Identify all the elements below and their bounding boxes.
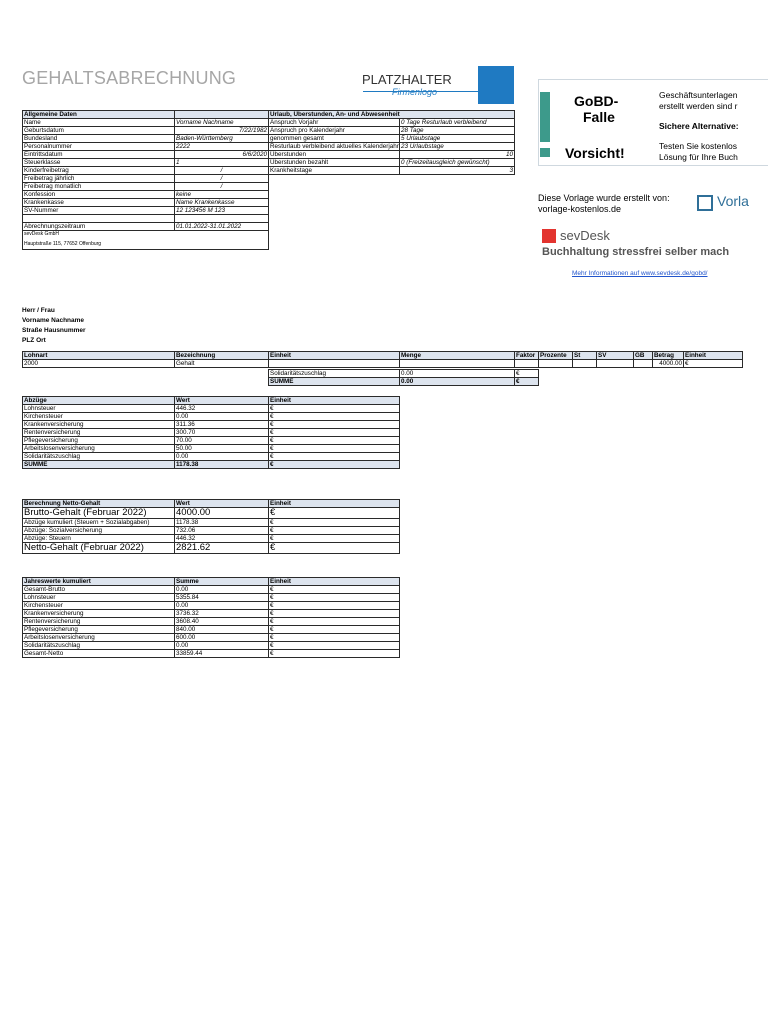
table-row: [23, 199, 269, 207]
col-header: GB: [634, 352, 653, 360]
col-header: Einheit: [269, 500, 400, 508]
value-cell: Vorname Nachname: [175, 119, 269, 127]
col-header: Einheit: [269, 352, 400, 360]
vacation-table: [268, 110, 515, 175]
cell: €: [269, 535, 400, 543]
logo-name: PLATZHALTER: [362, 72, 452, 87]
label-cell: Personalnummer: [23, 143, 175, 151]
table-header-row: [269, 111, 515, 119]
table-row: [269, 135, 515, 143]
cell: €: [269, 508, 400, 519]
cell: €: [269, 445, 400, 453]
value-cell: 23 Urlaubstage: [400, 143, 515, 151]
col-header: Wert: [175, 397, 269, 405]
cell: Abzüge: Steuern: [23, 535, 175, 543]
label-cell: Überstunden bezahlt: [269, 159, 400, 167]
exclamation-dot: [540, 148, 550, 157]
col-header: Einheit: [269, 397, 400, 405]
cell: Arbeitslosenversicherung: [23, 445, 175, 453]
vorlage-logo-icon: [697, 195, 713, 211]
col-header: Faktor: [515, 352, 539, 360]
value-cell: 0 Tage Resturlaub verbleibend: [400, 119, 515, 127]
table-row: [23, 127, 269, 135]
logo-mark: [478, 66, 514, 104]
cell: 311.36: [175, 421, 269, 429]
general-header: Allgemeine Daten: [23, 111, 175, 119]
cell: Krankenversicherung: [23, 421, 175, 429]
table-row: [23, 191, 269, 199]
table-row: [23, 151, 269, 159]
table-row: [23, 602, 400, 610]
cell: €: [269, 610, 400, 618]
table-row: [23, 461, 400, 469]
value-cell: 0 (Freizeitausgleich gewünscht): [400, 159, 515, 167]
cell: €: [269, 429, 400, 437]
cell: Solidaritätszuschlag: [269, 370, 400, 378]
label-cell: SV-Nummer: [23, 207, 175, 215]
table-row: [23, 453, 400, 461]
cell: €: [269, 437, 400, 445]
cell: 1178.38: [175, 461, 269, 469]
cell: 5355.84: [175, 594, 269, 602]
ad-text-5: Lösung für Ihre Buch: [659, 152, 738, 162]
cell: 50.00: [175, 445, 269, 453]
table-row: [23, 543, 400, 554]
cell: €: [269, 527, 400, 535]
cell: 0.00: [175, 453, 269, 461]
cell: Arbeitslosenversicherung: [23, 634, 175, 642]
ad-text-2: erstellt werden sind r: [659, 101, 738, 111]
label-cell: Steuerklasse: [23, 159, 175, 167]
table-row: [23, 610, 400, 618]
col-header: Lohnart: [23, 352, 175, 360]
col-header: Menge: [400, 352, 515, 360]
table-row: [23, 535, 400, 543]
address-name: Vorname Nachname: [22, 317, 85, 324]
cell: 600.00: [175, 634, 269, 642]
cell: 0.00: [175, 602, 269, 610]
value-cell: 28 Tage: [400, 127, 515, 135]
table-row: [23, 119, 269, 127]
cell: 1178.38: [175, 519, 269, 527]
cell: [515, 360, 539, 368]
company-cell: [23, 231, 269, 250]
label-cell: Freibetrag monatlich: [23, 183, 175, 191]
value-cell: Baden-Württemberg: [175, 135, 269, 143]
cell: 4000.00: [653, 360, 684, 368]
address-street: Straße Hausnummer: [22, 327, 86, 334]
table-row: [23, 183, 269, 191]
wage-summary-table: [268, 369, 539, 386]
cell: 0.00: [400, 370, 515, 378]
cell: €: [269, 618, 400, 626]
label-cell: Abrechnungszeitraum: [23, 223, 175, 231]
label-cell: genommen gesamt: [269, 135, 400, 143]
table-row: [23, 421, 400, 429]
cell: €: [269, 543, 400, 554]
table-row: [23, 207, 269, 215]
value-cell: 1: [175, 159, 269, 167]
value-cell: Name Krankenkasse: [175, 199, 269, 207]
table-row: [23, 626, 400, 634]
table-row: [23, 360, 743, 368]
cell: Kirchensteuer: [23, 413, 175, 421]
table-header-row: [23, 578, 400, 586]
cell: €: [269, 519, 400, 527]
value-cell: keine: [175, 191, 269, 199]
yearly-table: [22, 577, 400, 658]
value-cell: [175, 215, 269, 223]
cell: 300.70: [175, 429, 269, 437]
value-cell: 7/22/1982: [175, 127, 269, 135]
table-row: [23, 215, 269, 223]
table-row: [23, 445, 400, 453]
col-header: Bezeichnung: [175, 352, 269, 360]
table-row: [23, 642, 400, 650]
cell: Kirchensteuer: [23, 602, 175, 610]
table-row: [23, 223, 269, 231]
cell: Brutto-Gehalt (Februar 2022): [23, 508, 175, 519]
col-header: Abzüge: [23, 397, 175, 405]
table-row: [269, 151, 515, 159]
cell: [573, 360, 597, 368]
cell: €: [684, 360, 743, 368]
cell: €: [269, 642, 400, 650]
cell: [400, 360, 515, 368]
cell: 732.06: [175, 527, 269, 535]
table-row: [23, 650, 400, 658]
table-row: [23, 594, 400, 602]
page-title: GEHALTSABRECHNUNG: [22, 68, 237, 88]
cell: SUMME: [269, 378, 400, 386]
company-name: sevDesk GmbH: [24, 231, 60, 237]
cell: Solidaritätszuschlag: [23, 642, 175, 650]
col-header: Berechnung Netto-Gehalt: [23, 500, 175, 508]
cell: Netto-Gehalt (Februar 2022): [23, 543, 175, 554]
value-cell: 10: [400, 151, 515, 159]
cell: 4000.00: [175, 508, 269, 519]
cell: 840.00: [175, 626, 269, 634]
cell: [634, 360, 653, 368]
col-header: SV: [597, 352, 634, 360]
created-by: [538, 193, 670, 215]
cell: 2000: [23, 360, 175, 368]
cell: 70.00: [175, 437, 269, 445]
table-row: [269, 127, 515, 135]
label-cell: Kinderfreibetrag: [23, 167, 175, 175]
ad-headline-2: Falle: [583, 109, 615, 125]
cell: €: [269, 586, 400, 594]
label-cell: Anspruch pro Kalenderjahr: [269, 127, 400, 135]
netto-table: [22, 499, 400, 554]
col-header: Wert: [175, 500, 269, 508]
table-row: [23, 167, 269, 175]
cell: Krankenversicherung: [23, 610, 175, 618]
table-row: [23, 634, 400, 642]
table-header-row: [23, 500, 400, 508]
table-header-row: [23, 111, 269, 119]
wage-table: [22, 351, 743, 368]
ad-headline-1: GoBD-: [574, 93, 619, 109]
cell: [539, 360, 573, 368]
cell: 446.32: [175, 405, 269, 413]
value-cell: 01.01.2022-31.01.2022: [175, 223, 269, 231]
value-cell: /: [175, 175, 269, 183]
value-cell: 2222: [175, 143, 269, 151]
cell: Gehalt: [175, 360, 269, 368]
cell: [269, 360, 400, 368]
cell: €: [269, 634, 400, 642]
value-cell: 6/6/2020: [175, 151, 269, 159]
cell: Rentenversicherung: [23, 429, 175, 437]
cell: SUMME: [23, 461, 175, 469]
cell: 0.00: [175, 413, 269, 421]
cell: [597, 360, 634, 368]
cell: €: [269, 413, 400, 421]
label-cell: Konfession: [23, 191, 175, 199]
ad-text-1: Geschäftsunterlagen: [659, 90, 738, 100]
cell: €: [269, 626, 400, 634]
logo-subtitle: Firmenlogo: [392, 87, 438, 97]
col-header: Einheit: [684, 352, 743, 360]
label-cell: Name: [23, 119, 175, 127]
table-row: [23, 159, 269, 167]
cell: €: [269, 421, 400, 429]
exclamation-icon: [540, 92, 550, 142]
cell: €: [269, 650, 400, 658]
sevdesk-logo-icon: [542, 229, 556, 243]
address-city: PLZ Ort: [22, 337, 46, 344]
table-row: [23, 618, 400, 626]
company-address: Hauptstraße 115, 77652 Offenburg: [24, 241, 102, 247]
cell: €: [269, 405, 400, 413]
cell: 3608.40: [175, 618, 269, 626]
label-cell: Krankenkasse: [23, 199, 175, 207]
cell: €: [269, 594, 400, 602]
ad-warning: Vorsicht!: [565, 145, 625, 161]
created-by-line1: Diese Vorlage wurde erstellt von:: [538, 193, 670, 203]
deductions-table: [22, 396, 400, 469]
cell: Rentenversicherung: [23, 618, 175, 626]
col-header: St: [573, 352, 597, 360]
address-salutation: Herr / Frau: [22, 307, 55, 314]
value-cell: 5 Urlaubstage: [400, 135, 515, 143]
table-row: [23, 175, 269, 183]
col-header: Einheit: [269, 578, 400, 586]
table-header-row: [23, 397, 400, 405]
col-header: Prozente: [539, 352, 573, 360]
cell: €: [515, 370, 539, 378]
cell: 0.00: [175, 642, 269, 650]
vorlage-logo-text: Vorla: [717, 193, 749, 209]
table-header-row: [23, 352, 743, 360]
table-row: [23, 527, 400, 535]
table-row: [23, 405, 400, 413]
table-row: [23, 508, 400, 519]
table-row: [23, 586, 400, 594]
general-data-table: [22, 110, 269, 250]
table-row: [23, 143, 269, 151]
table-row: [23, 413, 400, 421]
cell: 0.00: [175, 586, 269, 594]
table-row: [23, 135, 269, 143]
sevdesk-logo-text: sevDesk: [560, 228, 610, 243]
value-cell: 3: [400, 167, 515, 175]
table-row: [23, 437, 400, 445]
cell: 2821.62: [175, 543, 269, 554]
value-cell: /: [175, 183, 269, 191]
cell: Pflegeversicherung: [23, 437, 175, 445]
label-cell: Anspruch Vorjahr: [269, 119, 400, 127]
company-row: [23, 231, 269, 250]
more-info-link[interactable]: Mehr Informationen auf www.sevdesk.de/gobd/: [572, 270, 708, 277]
cell: Lohnsteuer: [23, 405, 175, 413]
cell: 446.32: [175, 535, 269, 543]
label-cell: Krankheitstage: [269, 167, 400, 175]
table-row: [23, 429, 400, 437]
cell: 0.00: [400, 378, 515, 386]
label-cell: Bundesland: [23, 135, 175, 143]
ad-text-4: Testen Sie kostenlos: [659, 141, 737, 151]
label-cell: Überstunden: [269, 151, 400, 159]
col-header: Jahreswerte kumuliert: [23, 578, 175, 586]
table-row: [269, 143, 515, 151]
created-by-line2: vorlage-kostenlos.de: [538, 204, 622, 214]
cell: Gesamt-Netto: [23, 650, 175, 658]
cell: Gesamt-Brutto: [23, 586, 175, 594]
cell: 3736.32: [175, 610, 269, 618]
table-row: [269, 370, 539, 378]
col-header: Summe: [175, 578, 269, 586]
cell: €: [515, 378, 539, 386]
ad-text-3: Sichere Alternative:: [659, 121, 739, 131]
cell: €: [269, 602, 400, 610]
label-cell: [23, 215, 175, 223]
label-cell: Resturlaub verbleibend aktuelles Kalenderjahr: [270, 143, 399, 150]
cell: €: [269, 461, 400, 469]
label-cell: Geburtsdatum: [23, 127, 175, 135]
general-header-empty: [175, 111, 269, 119]
sevdesk-slogan: Buchhaltung stressfrei selber mach: [542, 246, 730, 258]
cell: Abzüge kumuliert (Steuern + Sozialabgaben): [23, 519, 175, 527]
cell: 33859.44: [175, 650, 269, 658]
col-header: Betrag: [653, 352, 684, 360]
cell: Pflegeversicherung: [23, 626, 175, 634]
cell: €: [269, 453, 400, 461]
table-row: [269, 159, 515, 167]
table-row: [23, 519, 400, 527]
value-cell: /: [175, 167, 269, 175]
label-cell: Freibetrag jährlich: [23, 175, 175, 183]
value-cell: 12 123456 M 123: [175, 207, 269, 215]
vacation-header: Urlaub, Überstunden, An- und Abwesenheit: [269, 111, 515, 119]
table-row: [269, 119, 515, 127]
cell: Abzüge: Sozialversicherung: [23, 527, 175, 535]
label-cell: Eintrittsdatum: [23, 151, 175, 159]
cell: Solidaritätszuschlag: [23, 453, 175, 461]
table-row: [269, 378, 539, 386]
table-row: [269, 167, 515, 175]
cell: Lohnsteuer: [23, 594, 175, 602]
